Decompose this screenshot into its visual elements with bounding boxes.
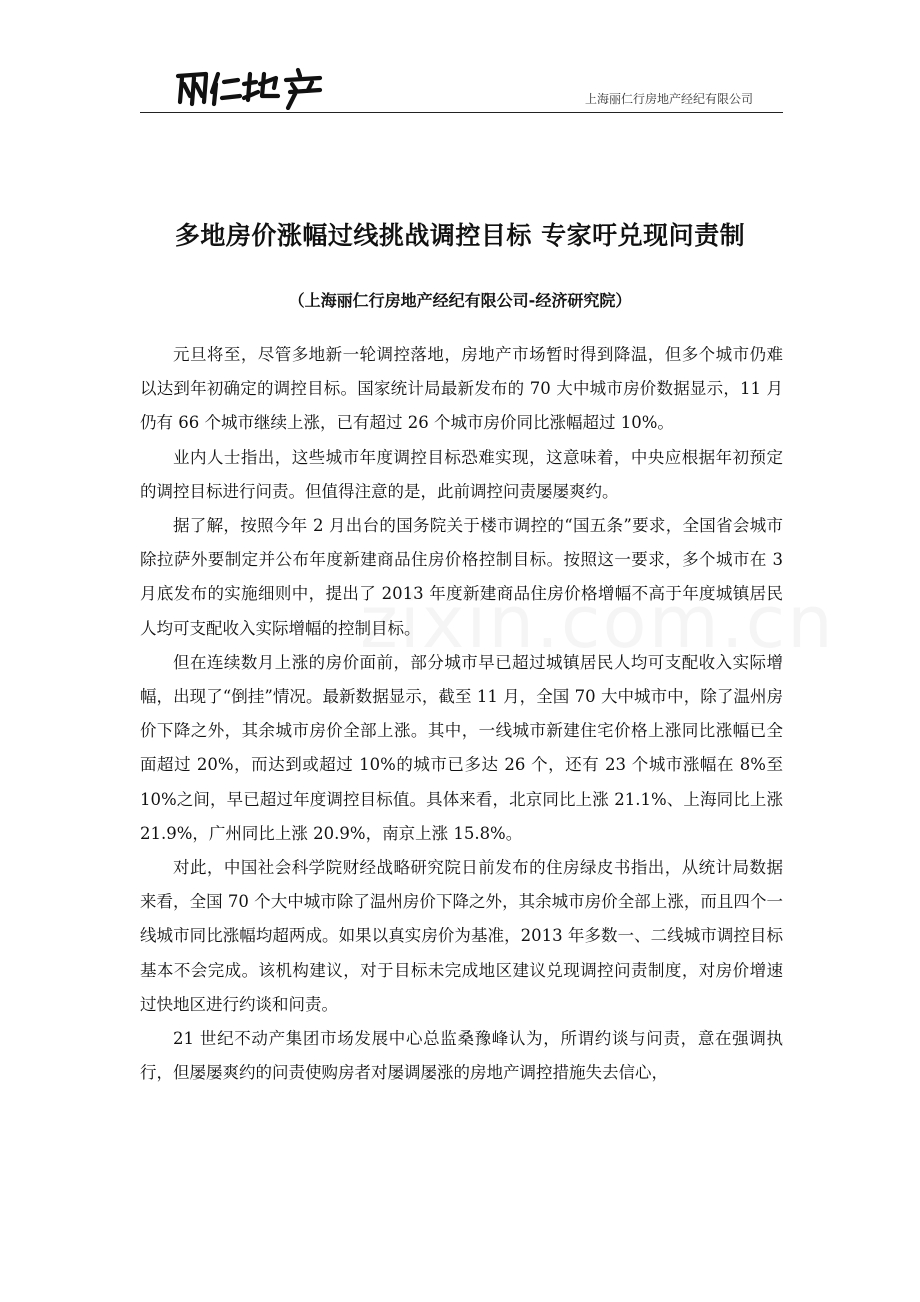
paragraph: 业内人士指出，这些城市年度调控目标恐难实现，这意味着，中央应根据年初预定的调控目标进行问责。但值得注意的是，此前调控问责屡屡爽约。 [140,447,783,501]
article-title: 多地房价涨幅过线挑战调控目标 专家吁兑现问责制 [174,221,746,250]
brand-logo [174,66,324,110]
paragraph: 据了解，按照今年 2 月出台的国务院关于楼市调控的“国五条”要求，全国省会城市除拉萨外要制定并公布年度新建商品住房价格控制目标。按照这一要求，多个城市在 3 月底发布的实施细则中，提出了 2013 年度新建商品住房价格增幅不高于年度城镇居民人均可支配收入实际增幅的控制目标。 [140,516,783,638]
paragraph: 对此，中国社会科学院财经战略研究院日前发布的住房绿皮书指出，从统计局数据来看，全国 70 个大中城市除了温州房价下降之外，其余城市房价全部上涨，而且四个一线城市同比涨幅均超两成。如果以真实房价为基准，2013 年多数一、二线城市调控目标基本不会完成。该机构建议，对于目标未完成地区建议兑现调控问责制度，对房价增速过快地区进行约谈和问责。 [140,858,783,1014]
paragraph: 元旦将至，尽管多地新一轮调控落地，房地产市场暂时得到降温，但多个城市仍难以达到年初确定的调控目标。国家统计局最新发布的 70 大中城市房价数据显示，11 月仍有 66 个城市继续上涨，已有超过 26 个城市房价同比涨幅超过 10%。 [140,345,783,433]
article-body [140,338,783,1090]
company-name: 上海丽仁行房地产经纪有限公司 [584,92,753,106]
paragraph: 但在连续数月上涨的房价面前，部分城市早已超过城镇居民人均可支配收入实际增幅，出现了“倒挂”情况。最新数据显示，截至 11 月，全国 70 大中城市中，除了温州房价下降之外，其余城市房价全部上涨。其中，一线城市新建住宅价格上涨同比涨幅已全面超过 20%，而达到或超过 10%的城市已多达 26 个，还有 23 个城市涨幅在 8%至 10%之间，早已超过年度调控目标值。具体来看，北京同比上涨 21.1%、上海同比上涨 21.9%，广州同比上涨 20.9%，南京上涨 15.8%。 [140,652,783,843]
page-header [140,62,783,113]
paragraph: 21 世纪不动产集团市场发展中心总监桑豫峰认为，所谓约谈与问责，意在强调执行，但屡屡爽约的问责使购房者对屡调屡涨的房地产调控措施失去信心， [140,1029,783,1083]
article-subtitle: （上海丽仁行房地产经纪有限公司-经济研究院） [288,291,632,310]
